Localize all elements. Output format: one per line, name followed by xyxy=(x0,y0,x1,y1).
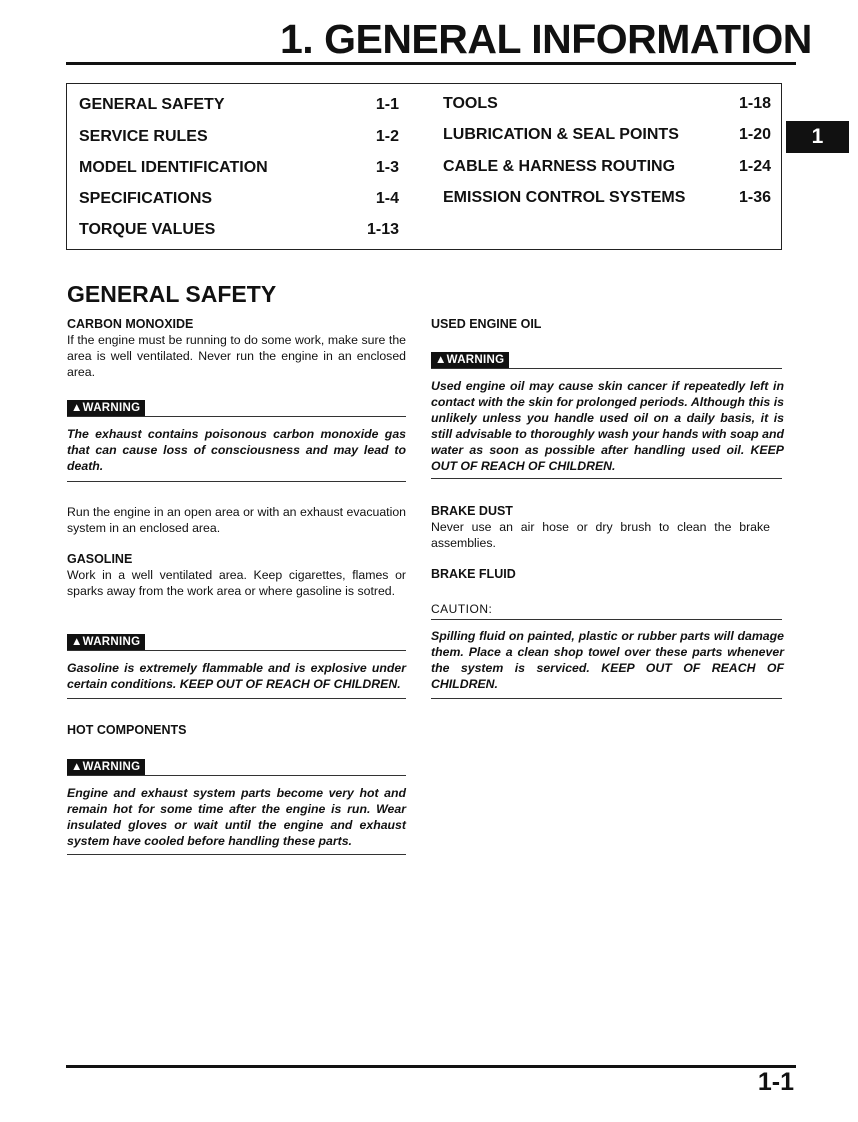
toc-page: 1-36 xyxy=(738,189,771,206)
warning-badge: ▲WARNING xyxy=(431,352,509,369)
toc-label: CABLE & HARNESS ROUTING xyxy=(443,158,676,175)
hot-components-heading: HOT COMPONENTS xyxy=(67,723,187,737)
brake-dust-heading: BRAKE DUST xyxy=(431,504,513,518)
toc-label: EMISSION CONTROL SYSTEMS xyxy=(443,189,686,206)
divider xyxy=(67,854,406,855)
chapter-tab: 1 xyxy=(786,121,849,153)
toc-label: SPECIFICATIONS xyxy=(79,190,213,207)
warning-badge: ▲WARNING xyxy=(67,634,145,651)
warning-tag xyxy=(431,352,782,369)
divider xyxy=(431,478,782,479)
toc-label: TORQUE VALUES xyxy=(79,221,216,238)
toc-label: LUBRICATION & SEAL POINTS xyxy=(443,126,679,143)
toc-page: 1-24 xyxy=(738,158,771,175)
brake-dust-text: Never use an air hose or dry brush to clean the brake assemblies. xyxy=(431,520,770,550)
toc-page: 1-4 xyxy=(375,190,399,207)
toc-page: 1-18 xyxy=(738,95,771,112)
carbon-monoxide-heading: CARBON MONOXIDE xyxy=(67,317,194,331)
toc-page: 1-13 xyxy=(366,221,399,238)
warning-line xyxy=(67,650,406,651)
toc-page: 1-2 xyxy=(375,128,399,145)
warning-line xyxy=(431,368,782,369)
carbon-monoxide-after: Run the engine in an open area or with an exhaust evacuation system in an enclosed area. xyxy=(67,505,406,535)
toc-label: SERVICE RULES xyxy=(79,128,208,145)
caution-line xyxy=(431,619,782,620)
toc-label: MODEL IDENTIFICATION xyxy=(79,159,268,176)
caution-label: CAUTION: xyxy=(431,602,493,616)
hot-components-warning: Engine and exhaust system parts become very hot and remain hot for some time after the engine is run. Wear insulated gloves or wait until the engine and exhaust system have cooled before handling these parts. xyxy=(67,786,406,848)
carbon-monoxide-warning: The exhaust contains poisonous carbon monoxide gas that can cause loss of consciousness and may lead to death. xyxy=(67,427,406,473)
used-engine-oil-heading: USED ENGINE OIL xyxy=(431,317,542,331)
toc-page: 1-1 xyxy=(375,96,399,113)
divider xyxy=(67,698,406,699)
brake-fluid-caution: Spilling fluid on painted, plastic or rubber parts will damage them. Place a clean shop towel over these parts whenever the system is serviced. KEEP OUT OF REACH OF CHILDREN. xyxy=(431,629,784,691)
warning-tag xyxy=(67,634,406,651)
warning-badge: ▲WARNING xyxy=(67,400,145,417)
chapter-title: 1. GENERAL INFORMATION xyxy=(280,16,812,62)
warning-tag xyxy=(67,759,406,776)
gasoline-heading: GASOLINE xyxy=(67,552,133,566)
warning-line xyxy=(67,416,406,417)
gasoline-warning: Gasoline is extremely flammable and is explosive under certain conditions. KEEP OUT OF REACH OF CHILDREN. xyxy=(67,661,406,691)
divider xyxy=(67,481,406,482)
title-rule xyxy=(66,62,796,65)
divider xyxy=(431,698,782,699)
brake-fluid-heading: BRAKE FLUID xyxy=(431,567,516,581)
toc-label: TOOLS xyxy=(443,95,498,112)
warning-badge: ▲WARNING xyxy=(67,759,145,776)
footer-rule xyxy=(66,1065,796,1068)
toc-page: 1-3 xyxy=(375,159,399,176)
carbon-monoxide-intro: If the engine must be running to do some work, make sure the area is well ventilated. Never run the engine in an enclosed area. xyxy=(67,333,406,379)
warning-line xyxy=(67,775,406,776)
page-number: 1-1 xyxy=(757,1068,794,1096)
toc-page: 1-20 xyxy=(738,126,771,143)
section-heading: GENERAL SAFETY xyxy=(67,281,277,307)
gasoline-intro: Work in a well ventilated area. Keep cigarettes, flames or sparks away from the work area or where gasoline is sotred. xyxy=(67,568,406,598)
warning-tag xyxy=(67,400,406,417)
used-engine-oil-warning: Used engine oil may cause skin cancer if repeatedly left in contact with the skin for prolonged periods. Although this is unlikely unless you handle used oil on a daily basis, it is still advisable to thoroughly wash your hands with soap and water as soon as possible after handling used oil. KEEP OUT OF REACH OF CHILDREN. xyxy=(431,379,784,473)
toc-label: GENERAL SAFETY xyxy=(79,96,225,113)
toc-box xyxy=(66,83,782,250)
